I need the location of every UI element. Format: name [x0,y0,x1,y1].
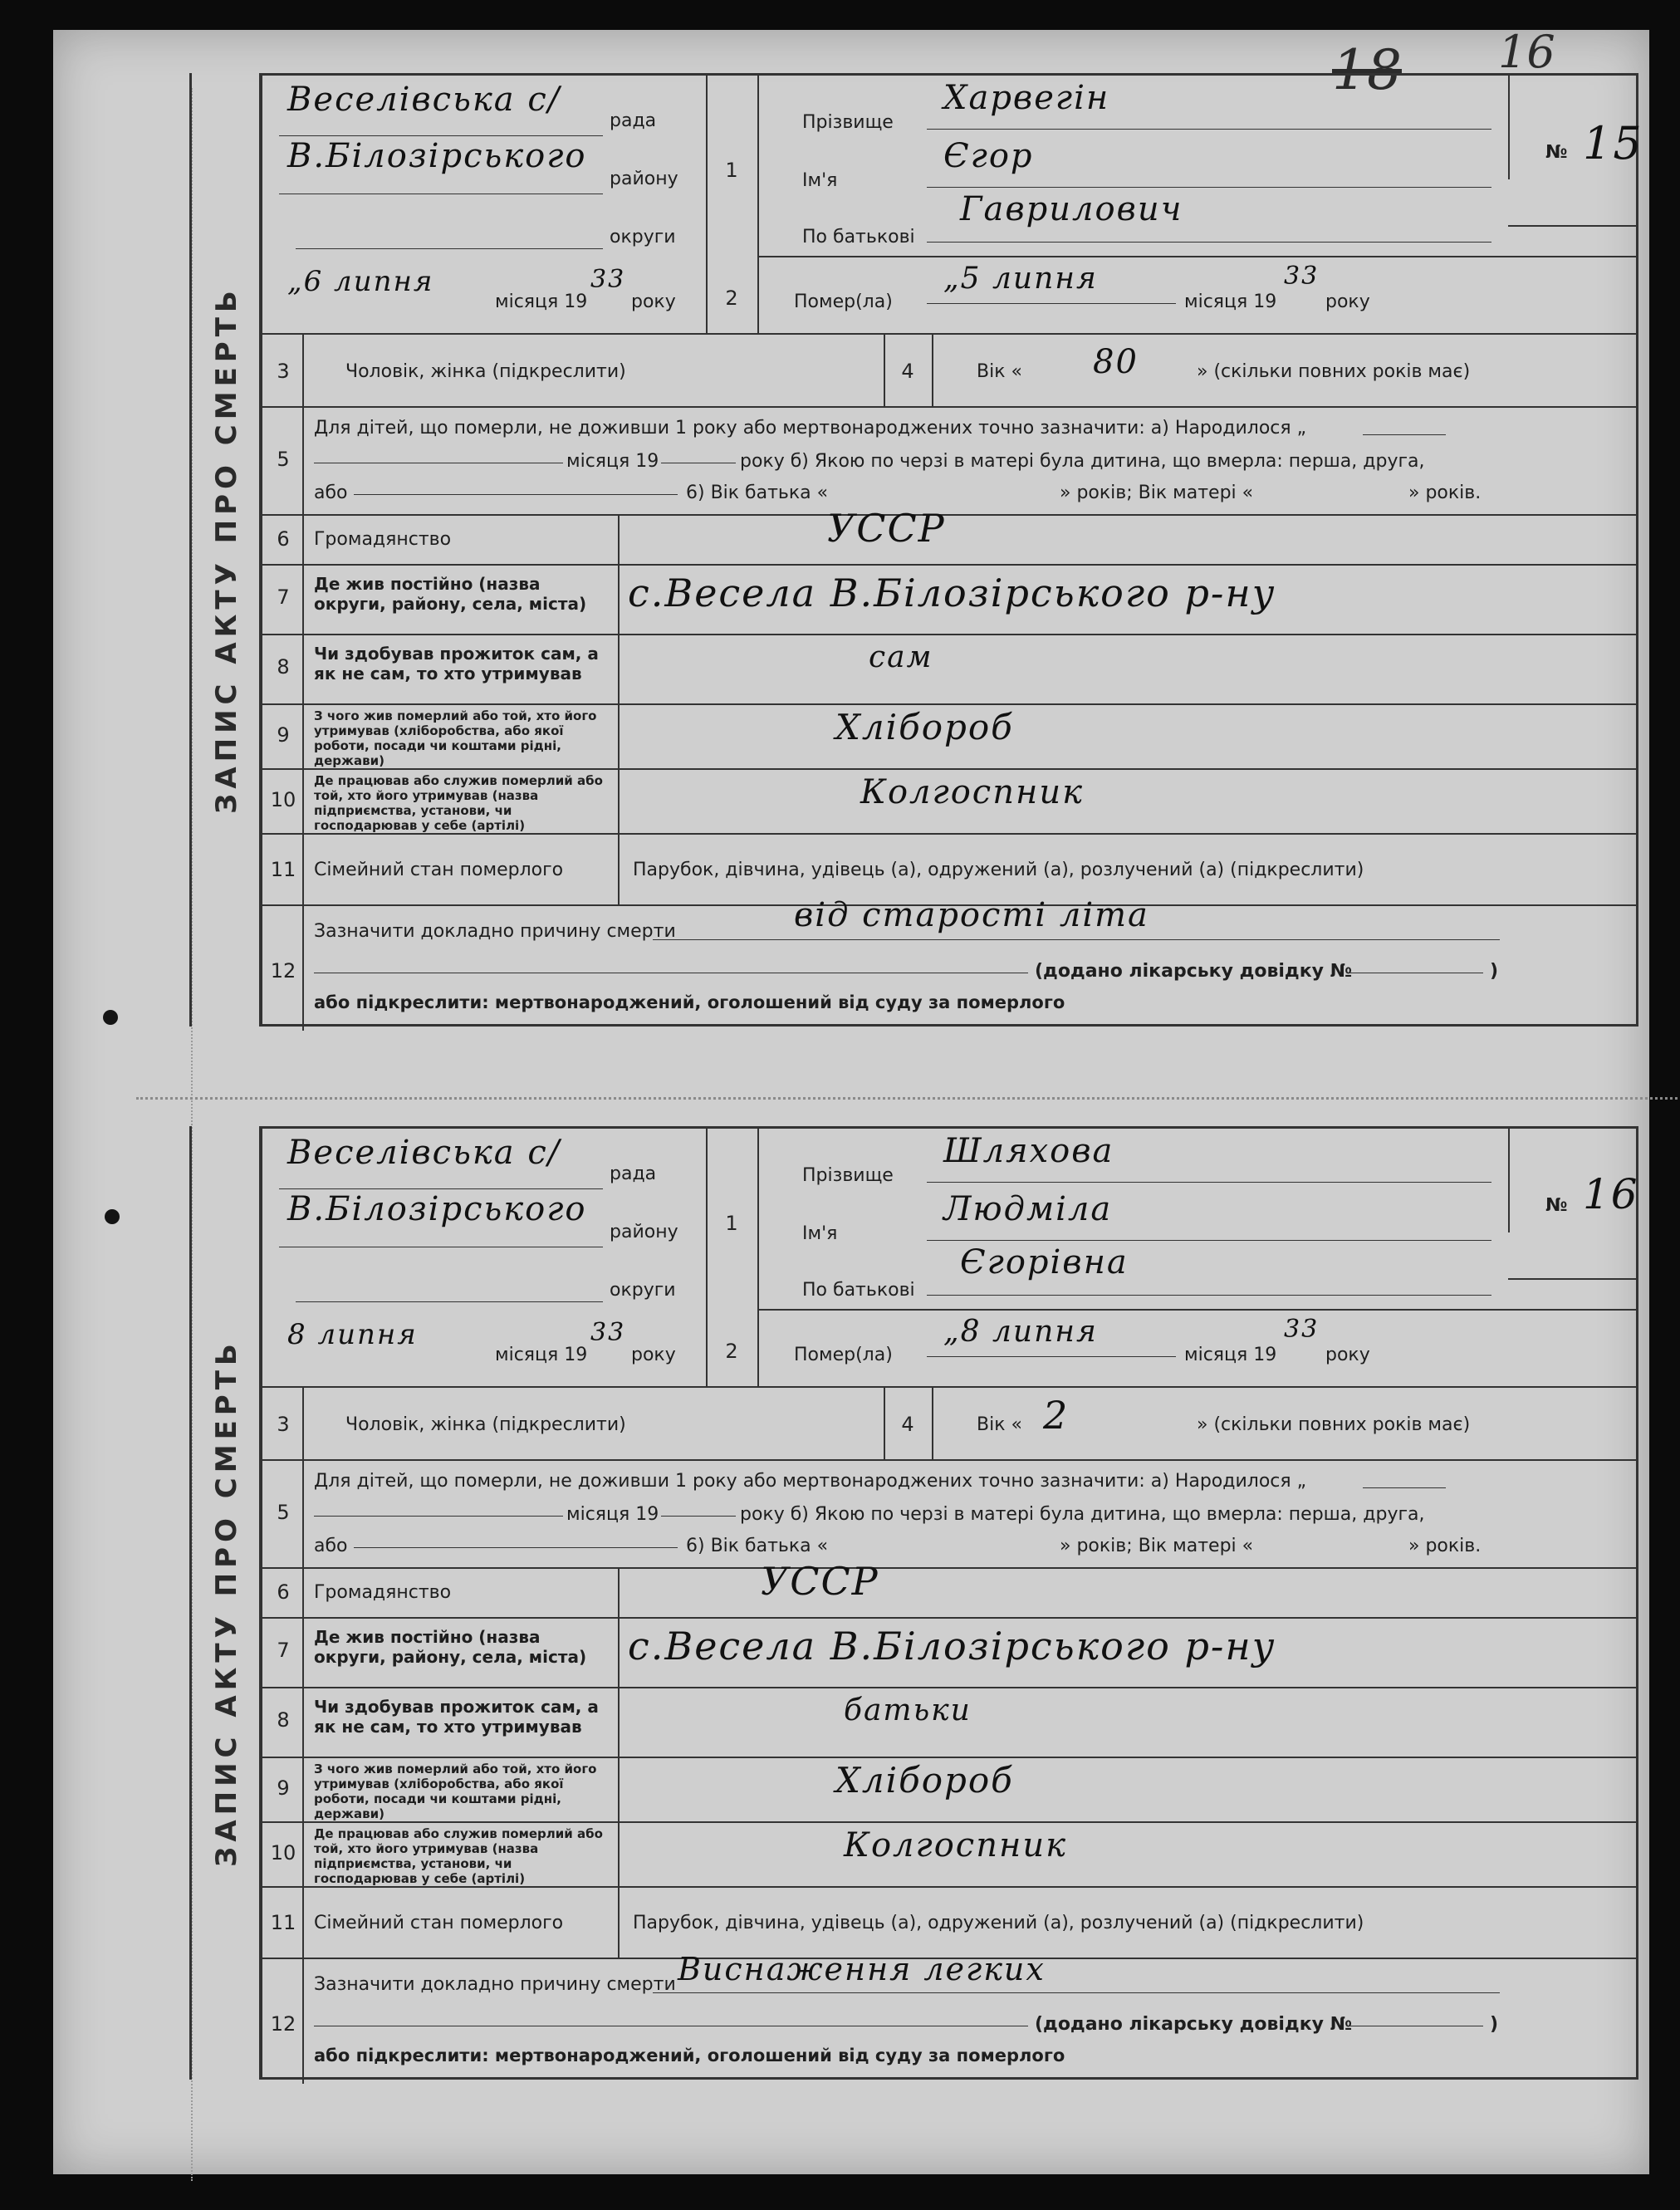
page-number: 16 [1498,26,1555,78]
number-label: № [1545,142,1568,163]
death-record-2 [189,1126,1638,2080]
crossed-page-number: 18 [1332,38,1402,102]
rada-value: Веселівська с/ [287,1134,561,1172]
occupation-value: Хлібороб [835,1760,1014,1801]
died-year: 33 [1284,1315,1320,1344]
cause-label: Зазначити докладно причину смерти [314,1974,676,1995]
marital-options: Парубок, дівчина, удівець (а), одружений (а), розлучений (а) (підкреслити) [633,860,1364,880]
okrug-label: округи [610,227,676,247]
cause-value: Виснаження легких [678,1951,1046,1987]
month-label: місяця 19 [495,1345,588,1365]
reg-day: 8 липня [287,1318,418,1351]
binding-hole [103,1010,118,1025]
month-label: місяця 19 [495,292,588,312]
sidebar-title: ЗАПИС АКТУ ПРО СМЕРТЬ [189,73,262,1027]
year-label: року [1325,1345,1370,1365]
children-note: року б) Якою по черзі в матері була дитина, що вмерла: перша, друга, [740,451,1425,472]
children-note: » років. [1408,483,1482,503]
children-note: або [314,1536,348,1556]
record-grid: Веселівська с/ рада В.Білозірського району округи 1 Прізвище Харвегін Ім'я Єгор По батькові Гаврилович № 15 „6 липня місяця 19 33 року 2 Помер(ла) „5 липня місяця 19 33 року 3 Чоловік, жінка (підкреслити) 4 Вік « 80 » (скільки повних років має) 5 Для дітей, що померли, не доживши 1 року або мертвонароджених точно зазначити: а) Народилося „ місяця 19 року б) Якою по черзі в матері була дитина, що вмерла: перша, друга, або 6) Вік батька « » років; Вік матері « » років. 6 Громадянство УССР 7 Де жив постійно (назва округи, району, села, міста) с.Весела В.Білозірського р-ну 8 Чи здобував прожиток сам, а як не сам, то хто утримував сам 9 З чого жив померлий або той, хто його утримував (хліборобства, або якої роботи, посади чи коштами рідні, держави) Хлібороб 10 Де працював або служив померлий або той, хто його утримував (назва підприємства, установи, чи господарював у себе (артілі) Колгоспник 11 Сімейний стан померлого Парубок, дівчина, удівець (а), одружений (а), розлучений (а) (підкреслити) 12 Зазначити докладно причину смерти від старості літа (додано лікарську довідку № ) або підкреслити: мертвонароджений, оголошений від суду за померлого [259,73,1638,1027]
record-grid: Веселівська с/ рада В.Білозірського району округи 1 Прізвище Шляхова Ім'я Людміла По батькові Єгорівна № 16 8 липня місяця 19 33 року 2 Помер(ла) „8 липня місяця 19 33 року 3 Чоловік, жінка (підкреслити) 4 Вік « 2 » (скільки повних років має) 5 Для дітей, що померли, не доживши 1 року або мертвонароджених точно зазначити: а) Народилося „ місяця 19 року б) Якою по черзі в матері була дитина, що вмерла: перша, друга, або 6) Вік батька « » років; Вік матері « » років. 6 Громадянство УССР 7 Де жив постійно (назва округи, району, села, міста) с.Весела В.Білозірського р-ну 8 Чи здобував прожиток сам, а як не сам, то хто утримував батьки 9 З чого жив померлий або той, хто його утримував (хліборобства, або якої роботи, посади чи коштами рідні, держави) Хлібороб 10 Де працював або служив померлий або той, хто його утримував (назва підприємства, установи, чи господарював у себе (артілі) Колгоспник 11 Сімейний стан померлого Парубок, дівчина, удівець (а), одружений (а), розлучений (а) (підкреслити) 12 Зазначити докладно причину смерти Виснаження легких (додано лікарську довідку № ) або підкреслити: мертвонароджений, оголошений від суду за померлого [259,1126,1638,2080]
sidebar-title: ЗАПИС АКТУ ПРО СМЕРТЬ [189,1126,262,2080]
marital-options: Парубок, дівчина, удівець (а), одружений (а), розлучений (а) (підкреслити) [633,1913,1364,1933]
cause-value: від старості літа [794,896,1149,934]
year-label: року [631,292,676,312]
year-label: року [1325,292,1370,312]
rada-label: рада [610,110,657,131]
workplace-value: Колгоспник [844,1826,1067,1865]
support-value: сам [869,640,933,674]
sex-label: Чоловік, жінка (підкреслити) [345,1414,626,1435]
patronymic-label: По батькові [802,227,915,247]
children-note: » років. [1408,1536,1482,1556]
died-label: Помер(ла) [794,1345,893,1365]
stillborn-note: або підкреслити: мертвонароджений, оголошений від суду за померлого [314,2046,1065,2065]
name-value: Людміла [943,1190,1113,1228]
citizenship-value: УССР [827,506,946,551]
rada-value: Веселівська с/ [287,81,561,119]
residence-label: Де жив постійно (назва округи, району, села, міста) [314,574,587,614]
patronymic-value: Гаврилович [960,190,1183,228]
marital-label: Сімейний стан померлого [314,1913,564,1933]
certificate-label: (додано лікарську довідку № [1035,2014,1353,2035]
residence-label: Де жив постійно (назва округи, району, села, міста) [314,1627,587,1667]
raion-value: В.Білозірського [287,137,587,175]
residence-value: с.Весела В.Білозірського р-ну [628,1624,1276,1669]
children-note: місяця 19 [566,1504,659,1525]
age-hint: » (скільки повних років має) [1197,1414,1471,1435]
sex-label: Чоловік, жінка (підкреслити) [345,361,626,382]
okrug-label: округи [610,1280,676,1301]
children-note: 6) Вік батька « [686,1536,829,1556]
marital-label: Сімейний стан померлого [314,860,564,880]
binding-hole [105,1209,120,1224]
occupation-label: З чого жив померлий або той, хто його утримував (хліборобства, або якої роботи, посади чи коштами рідні, держави) [314,1762,597,1821]
citizenship-value: УССР [761,1559,879,1604]
month-label: місяця 19 [1184,1345,1277,1365]
citizenship-label: Громадянство [314,1582,452,1603]
stillborn-note: або підкреслити: мертвонароджений, оголошений від суду за померлого [314,992,1065,1012]
surname-label: Прізвище [802,1165,894,1186]
age-label: Вік « [977,361,1022,382]
support-label: Чи здобував прожиток сам, а як не сам, то хто утримував [314,644,599,684]
died-day: „5 липня [943,262,1098,296]
children-note: 6) Вік батька « [686,483,829,503]
perforation-horizontal [136,1097,1680,1100]
name-label: Ім'я [802,170,838,191]
raion-label: району [610,1222,678,1242]
support-value: батьки [844,1693,972,1727]
children-note: Для дітей, що померли, не доживши 1 року або мертвонароджених точно зазначити: а) Народилося „ [314,418,1307,439]
name-label: Ім'я [802,1223,838,1244]
occupation-value: Хлібороб [835,707,1014,747]
children-note: або [314,483,348,503]
certificate-label: (додано лікарську довідку № [1035,961,1353,982]
surname-value: Шляхова [943,1132,1114,1170]
age-value: 80 [1093,343,1139,381]
residence-value: с.Весела В.Білозірського р-ну [628,571,1276,615]
month-label: місяця 19 [1184,292,1277,312]
children-note: » років; Вік матері « [1060,1536,1254,1556]
surname-label: Прізвище [802,112,894,133]
occupation-label: З чого жив померлий або той, хто його утримував (хліборобства, або якої роботи, посади чи коштами рідні, держави) [314,708,597,768]
patronymic-value: Єгорівна [960,1243,1129,1281]
died-day: „8 липня [943,1315,1098,1349]
workplace-value: Колгоспник [860,773,1084,811]
workplace-label: Де працював або служив померлий або той, хто його утримував (назва підприємства, установи, чи господарював у себе (артілі) [314,773,603,833]
raion-value: В.Білозірського [287,1190,587,1228]
died-label: Помер(ла) [794,292,893,312]
record-number: 16 [1583,1170,1639,1218]
name-value: Єгор [943,137,1034,175]
workplace-label: Де працював або служив померлий або той, хто його утримував (назва підприємства, установи, чи господарював у себе (артілі) [314,1826,603,1886]
children-note: » років; Вік матері « [1060,483,1254,503]
died-year: 33 [1284,262,1320,291]
record-number: 15 [1583,117,1643,169]
age-label: Вік « [977,1414,1022,1435]
age-value: 2 [1043,1393,1070,1438]
children-note: року б) Якою по черзі в матері була дитина, що вмерла: перша, друга, [740,1504,1425,1525]
age-hint: » (скільки повних років має) [1197,361,1471,382]
reg-year: 33 [590,265,626,294]
death-record-1 [189,73,1643,1027]
support-label: Чи здобував прожиток сам, а як не сам, то хто утримував [314,1697,599,1737]
surname-value: Харвегін [943,79,1110,117]
year-label: року [631,1345,676,1365]
children-note: місяця 19 [566,451,659,472]
citizenship-label: Громадянство [314,529,452,550]
raion-label: району [610,169,678,189]
patronymic-label: По батькові [802,1280,915,1301]
cause-label: Зазначити докладно причину смерти [314,921,676,942]
children-note: Для дітей, що померли, не доживши 1 року або мертвонароджених точно зазначити: а) Народилося „ [314,1471,1307,1492]
number-label: № [1545,1195,1568,1216]
rada-label: рада [610,1164,657,1184]
reg-year: 33 [590,1318,626,1347]
reg-day: „6 липня [287,265,434,298]
